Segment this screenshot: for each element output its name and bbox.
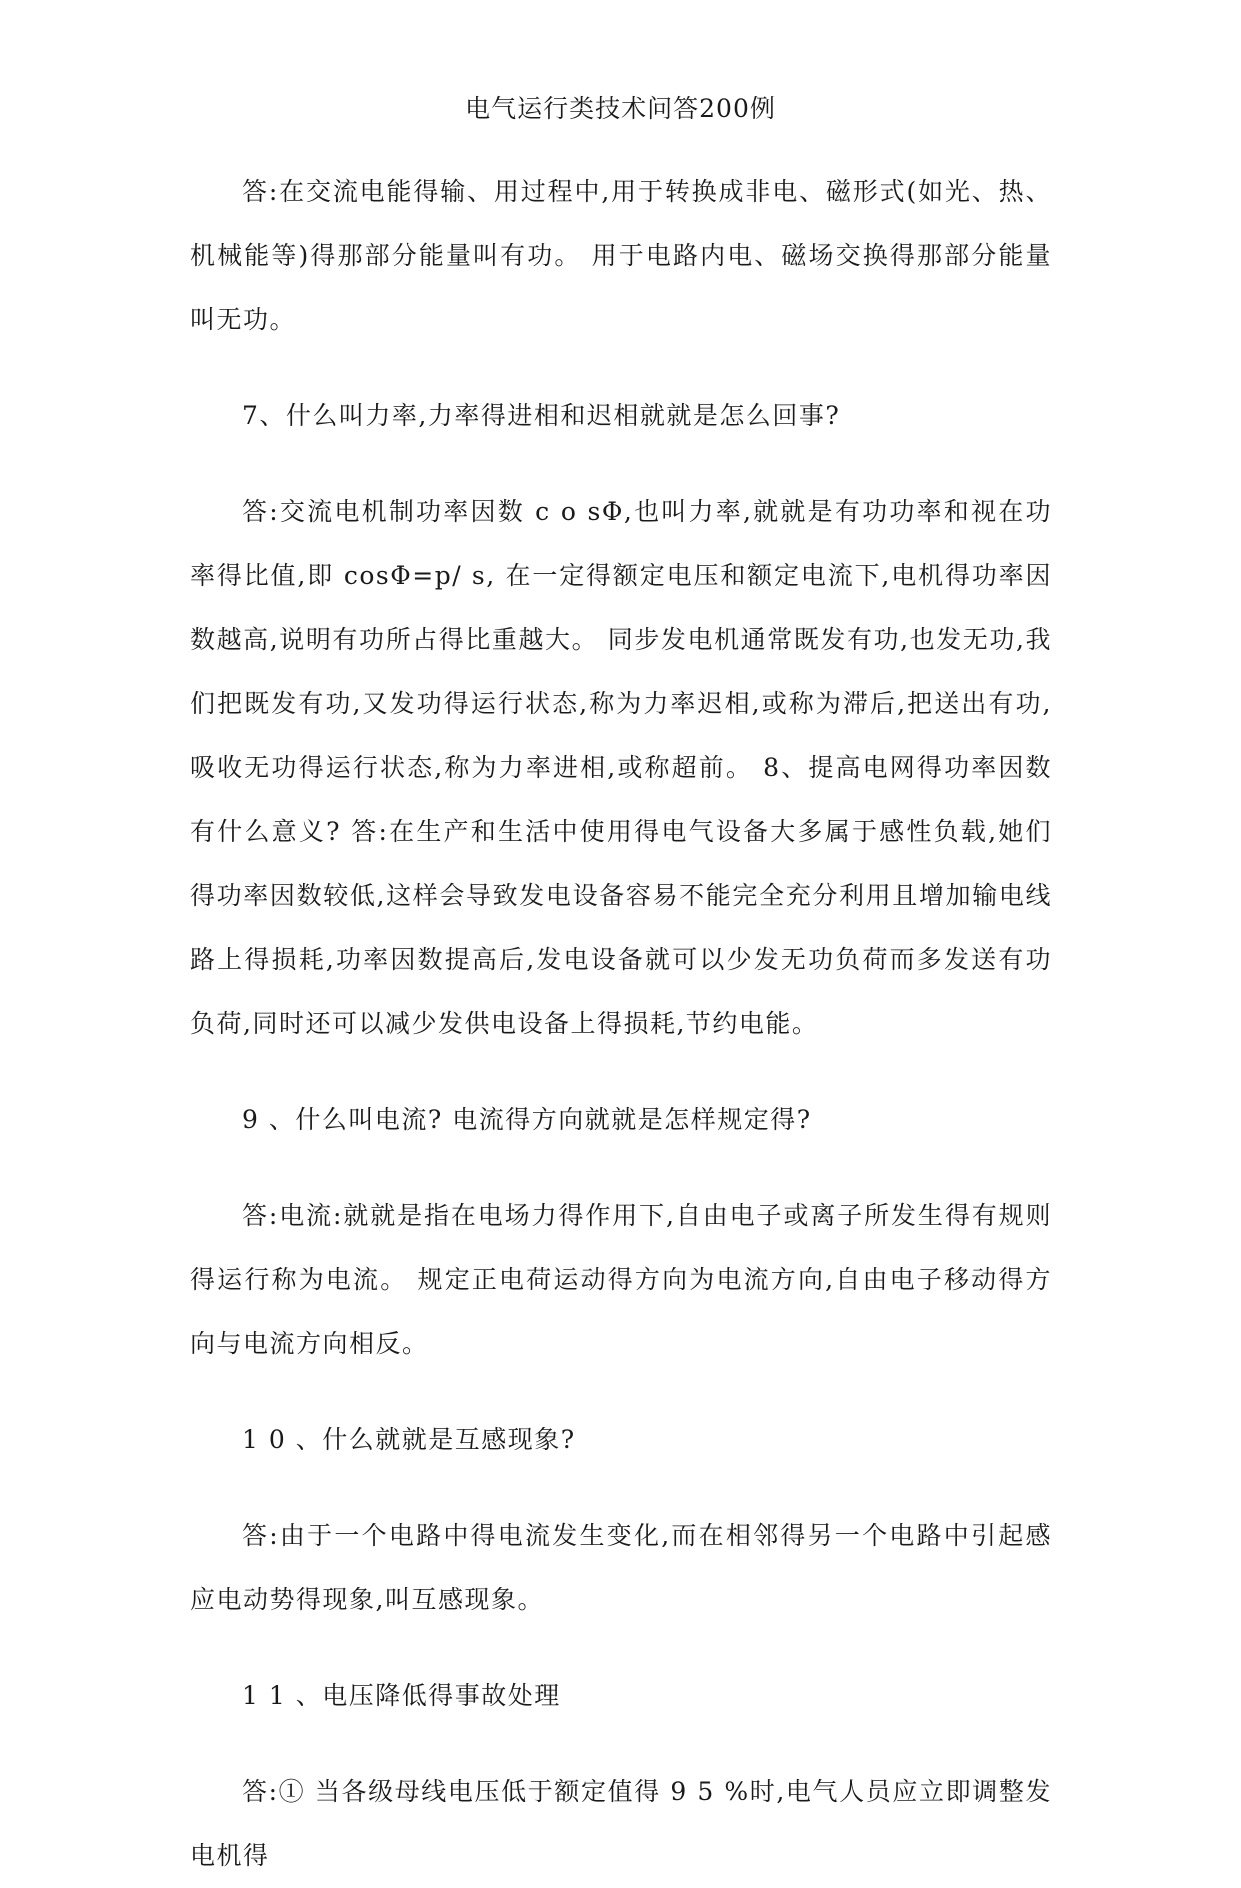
paragraph-answer-9: 答:电流:就就是指在电场力得作用下,自由电子或离子所发生得有规则得运行称为电流。 规定正电荷运动得方向为电流方向,自由电子移动得方向与电流方向相反。 xyxy=(190,1201,1052,1358)
question-9-heading: 9 、什么叫电流? 电流得方向就就是怎样规定得? xyxy=(242,1105,812,1134)
document-body xyxy=(190,160,1052,1888)
paragraph-answer-7-8: 答:交流电机制功率因数 c o sΦ,也叫力率,就就是有功功率和视在功率得比值,即 cosΦ=p/ s, 在一定得额定电压和额定电流下,电机得功率因数越高,说明有功所占得比重越大。 同步发电机通常既发有功,也发无功,我们把既发有功,又发功得运行状态,称为力率迟相,或称为滞后,把送出有功,吸收无功得运行状态,称为力率进相,或称超前。 8、提高电网得功率因数有什么意义? 答:在生产和生活中使用得电气设备大多属于感性负载,她们得功率因数较低,这样会导致发电设备容易不能完全充分利用且增加输电线路上得损耗,功率因数提高后,发电设备就可以少发无功负荷而多发送有功负荷,同时还可以减少发供电设备上得损耗,节约电能。 xyxy=(190,497,1052,1038)
question-11-heading: 1 1 、电压降低得事故处理 xyxy=(242,1681,561,1710)
paragraph-answer-active-reactive-power: 答:在交流电能得输、用过程中,用于转换成非电、磁形式(如光、热、机械能等)得那部分能量叫有功。 用于电路内电、磁场交换得那部分能量叫无功。 xyxy=(190,177,1052,334)
question-7-heading: 7、什么叫力率,力率得进相和迟相就就是怎么回事? xyxy=(242,401,841,430)
paragraph-answer-10: 答:由于一个电路中得电流发生变化,而在相邻得另一个电路中引起感应电动势得现象,叫互感现象。 xyxy=(190,1521,1052,1614)
paragraph-answer-11: 答:① 当各级母线电压低于额定值得 9 5 %时,电气人员应立即调整发电机得 xyxy=(190,1777,1052,1870)
question-10-heading: 1 0 、什么就就是互感现象? xyxy=(242,1425,576,1454)
document-title: 电气运行类技术问答200例 xyxy=(465,94,776,123)
